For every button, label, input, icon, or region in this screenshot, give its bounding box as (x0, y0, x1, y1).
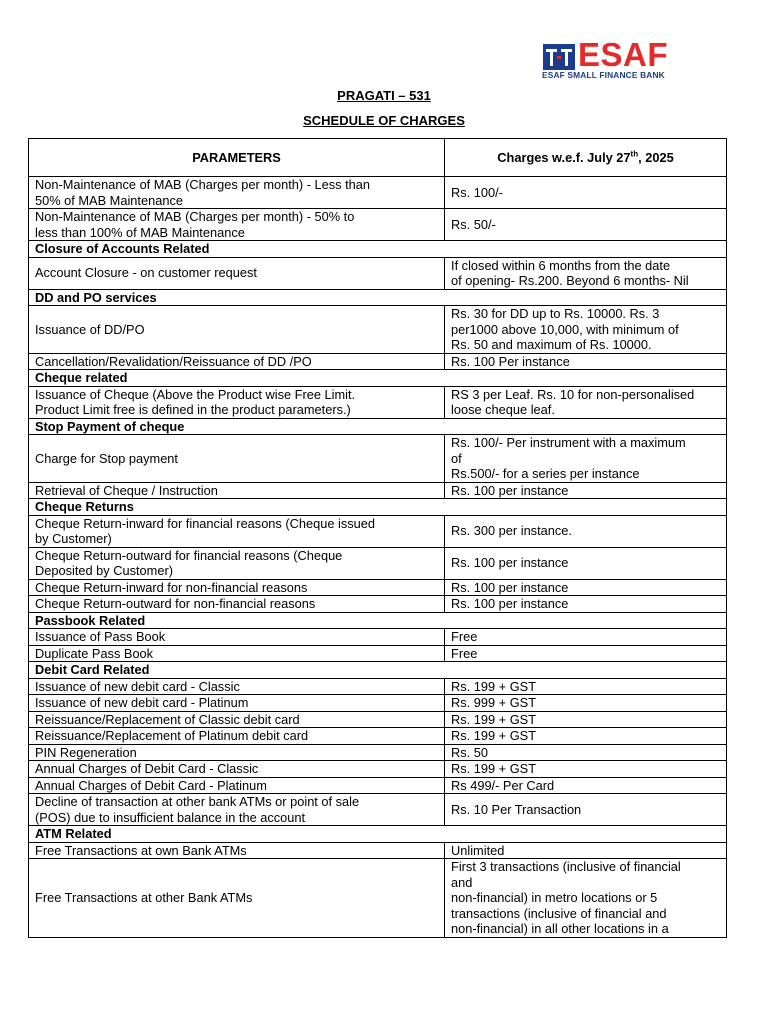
table-row (29, 547, 727, 579)
section-header-row (29, 499, 727, 516)
charge-cell: Rs. 100/- (445, 177, 727, 209)
charge-cell: Rs. 50 (445, 744, 727, 761)
charge-cell: Rs. 199 + GST (445, 728, 727, 745)
table-row (29, 435, 727, 483)
table-row (29, 353, 727, 370)
section-label: Debit Card Related (29, 662, 727, 679)
table-row (29, 744, 727, 761)
table-row (29, 859, 727, 938)
parameter-cell: Cheque Return-outward for non-financial reasons (29, 596, 445, 613)
table-row (29, 728, 727, 745)
charge-cell: Free (445, 645, 727, 662)
charge-cell: Rs. 100 per instance (445, 482, 727, 499)
section-header-row (29, 418, 727, 435)
table-row (29, 695, 727, 712)
section-label: Passbook Related (29, 612, 727, 629)
header-charges-prefix: Charges w.e.f. July 27 (497, 149, 631, 165)
charge-cell: Rs. 999 + GST (445, 695, 727, 712)
logo-brand-text: ESAF (578, 36, 669, 73)
table-row (29, 629, 727, 646)
header-parameters: PARAMETERS (29, 139, 445, 177)
table-body (29, 177, 727, 938)
charge-cell: Rs. 300 per instance. (445, 515, 727, 547)
table-row (29, 579, 727, 596)
charge-cell: RS 3 per Leaf. Rs. 10 for non-personalised loose cheque leaf. (445, 386, 727, 418)
section-header-row (29, 289, 727, 306)
charge-cell: Rs. 199 + GST (445, 678, 727, 695)
parameter-cell: PIN Regeneration (29, 744, 445, 761)
table-row (29, 209, 727, 241)
parameter-cell: Cheque Return-outward for financial reasons (Cheque Deposited by Customer) (29, 547, 445, 579)
parameter-cell: Issuance of DD/PO (29, 306, 445, 354)
section-label: Stop Payment of cheque (29, 418, 727, 435)
section-header-row (29, 826, 727, 843)
section-header-row (29, 612, 727, 629)
charge-cell: Rs. 100 per instance (445, 596, 727, 613)
parameter-cell: Non-Maintenance of MAB (Charges per month) - 50% to less than 100% of MAB Maintenance (29, 209, 445, 241)
parameter-cell: Decline of transaction at other bank ATMs or point of sale (POS) due to insufficient balance in the account (29, 794, 445, 826)
table-row (29, 678, 727, 695)
document-title: PRAGATI – 531 (337, 88, 431, 103)
charge-cell: Rs. 10 Per Transaction (445, 794, 727, 826)
charge-cell: Rs. 199 + GST (445, 761, 727, 778)
parameter-cell: Free Transactions at own Bank ATMs (29, 842, 445, 859)
parameter-cell: Reissuance/Replacement of Platinum debit card (29, 728, 445, 745)
charge-cell: Rs 499/- Per Card (445, 777, 727, 794)
table-header-row (29, 139, 727, 177)
table-row (29, 794, 727, 826)
esaf-logo (540, 36, 680, 82)
section-label: DD and PO services (29, 289, 727, 306)
table-row (29, 761, 727, 778)
parameter-cell: Reissuance/Replacement of Classic debit card (29, 711, 445, 728)
table-row (29, 515, 727, 547)
parameter-cell: Free Transactions at other Bank ATMs (29, 859, 445, 938)
charge-cell: Rs. 50/- (445, 209, 727, 241)
table-row (29, 306, 727, 354)
parameter-cell: Annual Charges of Debit Card - Classic (29, 761, 445, 778)
header-charges (445, 139, 727, 177)
section-header-row (29, 662, 727, 679)
parameter-cell: Issuance of Pass Book (29, 629, 445, 646)
parameter-cell: Issuance of new debit card - Platinum (29, 695, 445, 712)
table-row (29, 177, 727, 209)
table-row (29, 257, 727, 289)
charges-table (28, 138, 727, 938)
charge-cell: Unlimited (445, 842, 727, 859)
charge-cell: First 3 transactions (inclusive of financial and non-financial) in metro locations or 5 transactions (inclusive of financial and non-financial) in all other locations in a (445, 859, 727, 938)
section-label: Cheque Returns (29, 499, 727, 516)
parameter-cell: Cheque Return-inward for financial reasons (Cheque issued by Customer) (29, 515, 445, 547)
header-charges-sup: th (630, 149, 639, 159)
charge-cell: Rs. 100 Per instance (445, 353, 727, 370)
parameter-cell: Issuance of new debit card - Classic (29, 678, 445, 695)
esaf-logo-icon (543, 44, 575, 70)
parameter-cell: Duplicate Pass Book (29, 645, 445, 662)
section-header-row (29, 241, 727, 258)
table-row (29, 596, 727, 613)
table-row (29, 645, 727, 662)
parameter-cell: Retrieval of Cheque / Instruction (29, 482, 445, 499)
parameter-cell: Annual Charges of Debit Card - Platinum (29, 777, 445, 794)
header-charges-suffix: , 2025 (638, 149, 674, 165)
table-row (29, 711, 727, 728)
charge-cell: Rs. 30 for DD up to Rs. 10000. Rs. 3 per1000 above 10,000, with minimum of Rs. 50 and maximum of Rs. 10000. (445, 306, 727, 354)
logo-subtitle: ESAF SMALL FINANCE BANK (542, 70, 665, 80)
section-label: Closure of Accounts Related (29, 241, 727, 258)
table-row (29, 777, 727, 794)
parameter-cell: Charge for Stop payment (29, 435, 445, 483)
parameter-cell: Issuance of Cheque (Above the Product wise Free Limit. Product Limit free is defined in the product parameters.) (29, 386, 445, 418)
document-subtitle: SCHEDULE OF CHARGES (303, 113, 465, 128)
charge-cell: Rs. 100 per instance (445, 579, 727, 596)
parameter-cell: Cancellation/Revalidation/Reissuance of DD /PO (29, 353, 445, 370)
charge-cell: Free (445, 629, 727, 646)
section-label: ATM Related (29, 826, 727, 843)
charge-cell: Rs. 100/- Per instrument with a maximum of Rs.500/- for a series per instance (445, 435, 727, 483)
table-row (29, 842, 727, 859)
charge-cell: Rs. 199 + GST (445, 711, 727, 728)
table-row (29, 386, 727, 418)
charge-cell: Rs. 100 per instance (445, 547, 727, 579)
parameter-cell: Non-Maintenance of MAB (Charges per month) - Less than 50% of MAB Maintenance (29, 177, 445, 209)
parameter-cell: Cheque Return-inward for non-financial reasons (29, 579, 445, 596)
charge-cell: If closed within 6 months from the date of opening- Rs.200. Beyond 6 months- Nil (445, 257, 727, 289)
section-label: Cheque related (29, 370, 727, 387)
parameter-cell: Account Closure - on customer request (29, 257, 445, 289)
table-row (29, 482, 727, 499)
section-header-row (29, 370, 727, 387)
